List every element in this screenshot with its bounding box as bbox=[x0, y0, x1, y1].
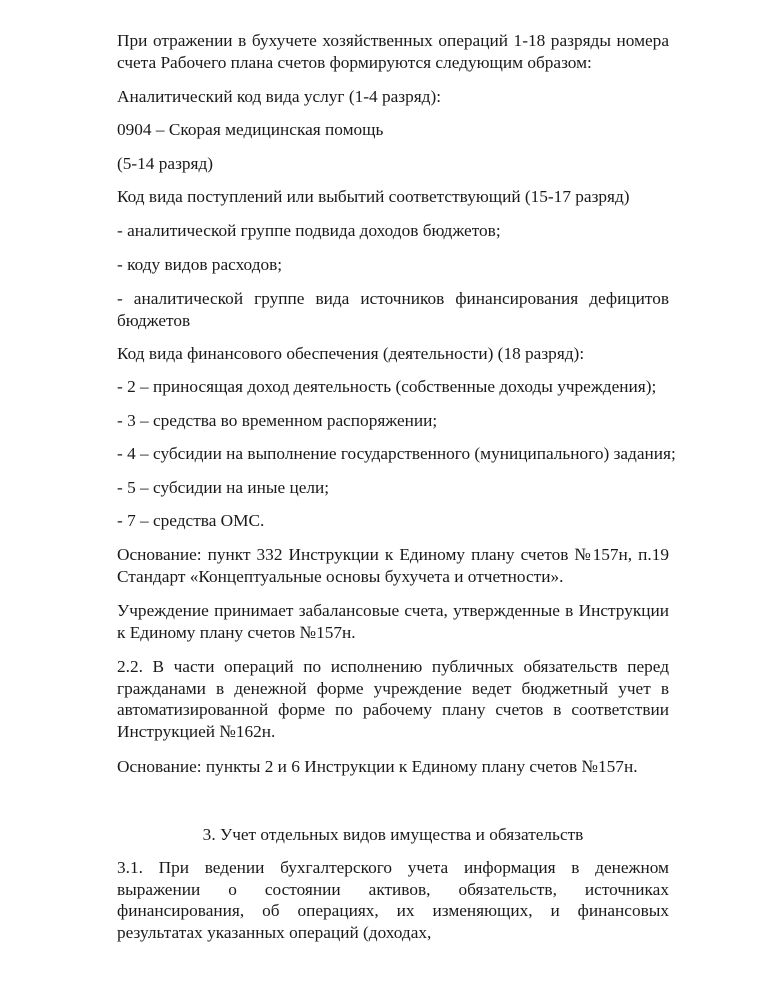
basis-paragraph-2: Основание: пункты 2 и 6 Инструкции к Единому плану счетов №157н. bbox=[117, 757, 638, 776]
intro-paragraph: При отражении в бухучете хозяйственных операций 1-18 разряды номера счета Рабочего плана счетов формируются следующим образом: bbox=[117, 31, 669, 72]
finance-item: - 5 – субсидии на иные цели; bbox=[117, 478, 330, 497]
finance-item: - 7 – средства ОМС. bbox=[117, 511, 265, 530]
income-item: - аналитической группе вида источников финансирования дефицитов бюджетов bbox=[117, 289, 669, 330]
section-3-1-paragraph: 3.1. При ведении бухгалтерского учета информация в денежном выражении о состоянии активов, обязательств, источниках финансирования, об операциях, их изменяющих, и финансовых результатах указанных операций (доходах, bbox=[117, 858, 669, 942]
analytic-code-label: Аналитический код вида услуг (1-4 разряд): bbox=[117, 87, 442, 106]
basis-paragraph-1: Основание: пункт 332 Инструкции к Единому плану счетов №157н, п.19 Стандарт «Концептуальные основы бухучета и отчетности». bbox=[117, 545, 669, 586]
finance-item: - 2 – приносящая доход деятельность (собственные доходы учреждения); bbox=[117, 377, 657, 396]
finance-item: - 4 – субсидии на выполнение государственного (муниципального) задания; bbox=[117, 444, 676, 463]
income-code-label: Код вида поступлений или выбытий соответствующий (15-17 разряд) bbox=[117, 187, 630, 206]
income-item: - коду видов расходов; bbox=[117, 255, 283, 274]
section-3-heading: 3. Учет отдельных видов имущества и обязательств bbox=[202, 825, 584, 844]
offbalance-paragraph: Учреждение принимает забалансовые счета, утвержденные в Инструкции к Единому плану счетов №157н. bbox=[117, 601, 669, 642]
finance-item: - 3 – средства во временном распоряжении; bbox=[117, 411, 438, 430]
analytic-code-value: 0904 – Скорая медицинская помощь bbox=[117, 120, 384, 139]
finance-code-label: Код вида финансового обеспечения (деятельности) (18 разряд): bbox=[117, 344, 585, 363]
section-2-2-paragraph: 2.2. В части операций по исполнению публичных обязательств перед гражданами в денежной форме учреждение ведет бюджетный учет в автоматизированной форме по рабочему плану счетов в соответствии Инструкцией №162н. bbox=[117, 657, 669, 741]
digits-5-14: (5-14 разряд) bbox=[117, 154, 214, 173]
income-item: - аналитической группе подвида доходов бюджетов; bbox=[117, 221, 501, 240]
